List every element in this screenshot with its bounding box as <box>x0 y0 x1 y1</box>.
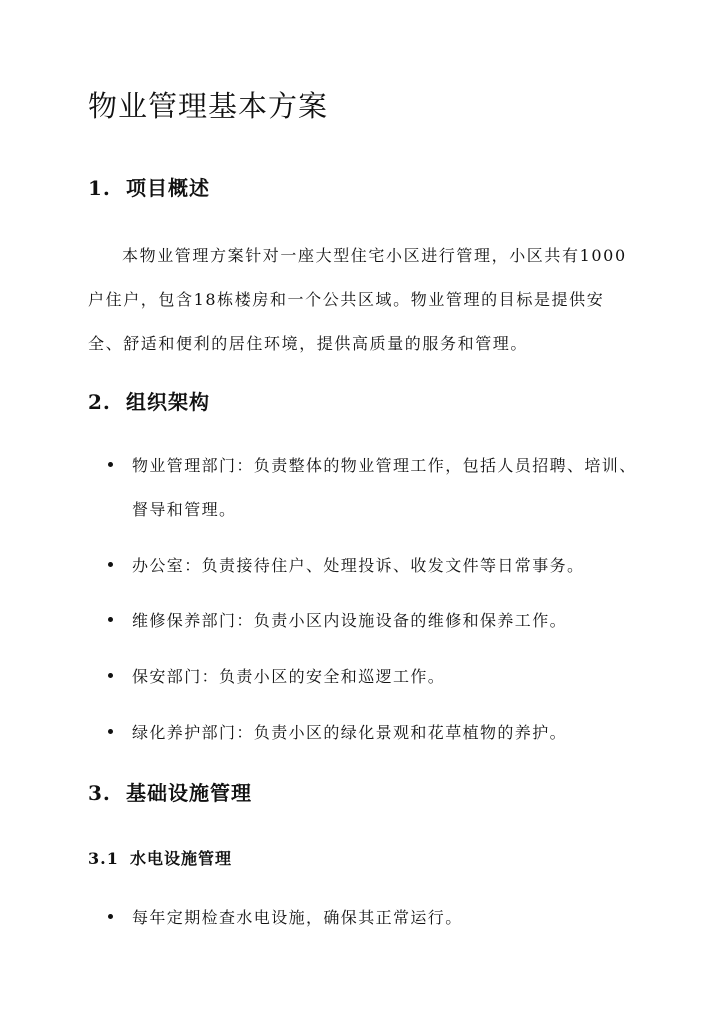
bullet-icon <box>108 914 113 919</box>
bullet-icon <box>108 673 113 678</box>
section-heading-2 <box>88 387 210 417</box>
list-item <box>108 896 652 940</box>
section-title: 基础设施管理 <box>126 781 252 805</box>
subsection-title: 水电设施管理 <box>130 849 233 868</box>
bullet-icon <box>108 562 113 567</box>
list-item-text: 保安部门：负责小区的安全和巡逻工作。 <box>132 667 446 686</box>
list-item <box>108 544 652 588</box>
list-item-text: 办公室：负责接待住户、处理投诉、收发文件等日常事务。 <box>132 556 585 575</box>
section-number: 1. <box>88 176 111 200</box>
list-item <box>108 711 652 755</box>
list-item-text: 每年定期检查水电设施，确保其正常运行。 <box>132 908 463 927</box>
bullet-icon <box>108 729 113 734</box>
section-heading-3 <box>88 778 252 808</box>
bullet-icon <box>108 617 113 622</box>
document-title: 物业管理基本方案 <box>88 89 329 123</box>
list-item-text: 维修保养部门：负责小区内设施设备的维修和保养工作。 <box>132 611 568 630</box>
bullet-icon <box>108 462 113 467</box>
section-heading-1 <box>88 173 210 203</box>
section-title: 项目概述 <box>126 176 210 200</box>
list-item-text: 绿化养护部门：负责小区的绿化景观和花草植物的养护。 <box>132 723 568 742</box>
list-item <box>108 599 652 643</box>
list-item <box>108 444 652 532</box>
section-title: 组织架构 <box>126 390 210 414</box>
list-item-text: 物业管理部门：负责整体的物业管理工作，包括人员招聘、培训、督导和管理。 <box>132 456 637 519</box>
section-number: 3. <box>88 781 111 805</box>
section-number: 2. <box>88 390 111 414</box>
subsection-number: 3.1 <box>88 849 119 868</box>
subsection-heading-3-1 <box>88 846 232 872</box>
list-item <box>108 655 652 699</box>
paragraph-project-overview: 本物业管理方案针对一座大型住宅小区进行管理，小区共有1000户住户，包含18栋楼房和一个公共区域。物业管理的目标是提供安全、舒适和便利的居住环境，提供高质量的服务和管理。 <box>88 246 627 353</box>
